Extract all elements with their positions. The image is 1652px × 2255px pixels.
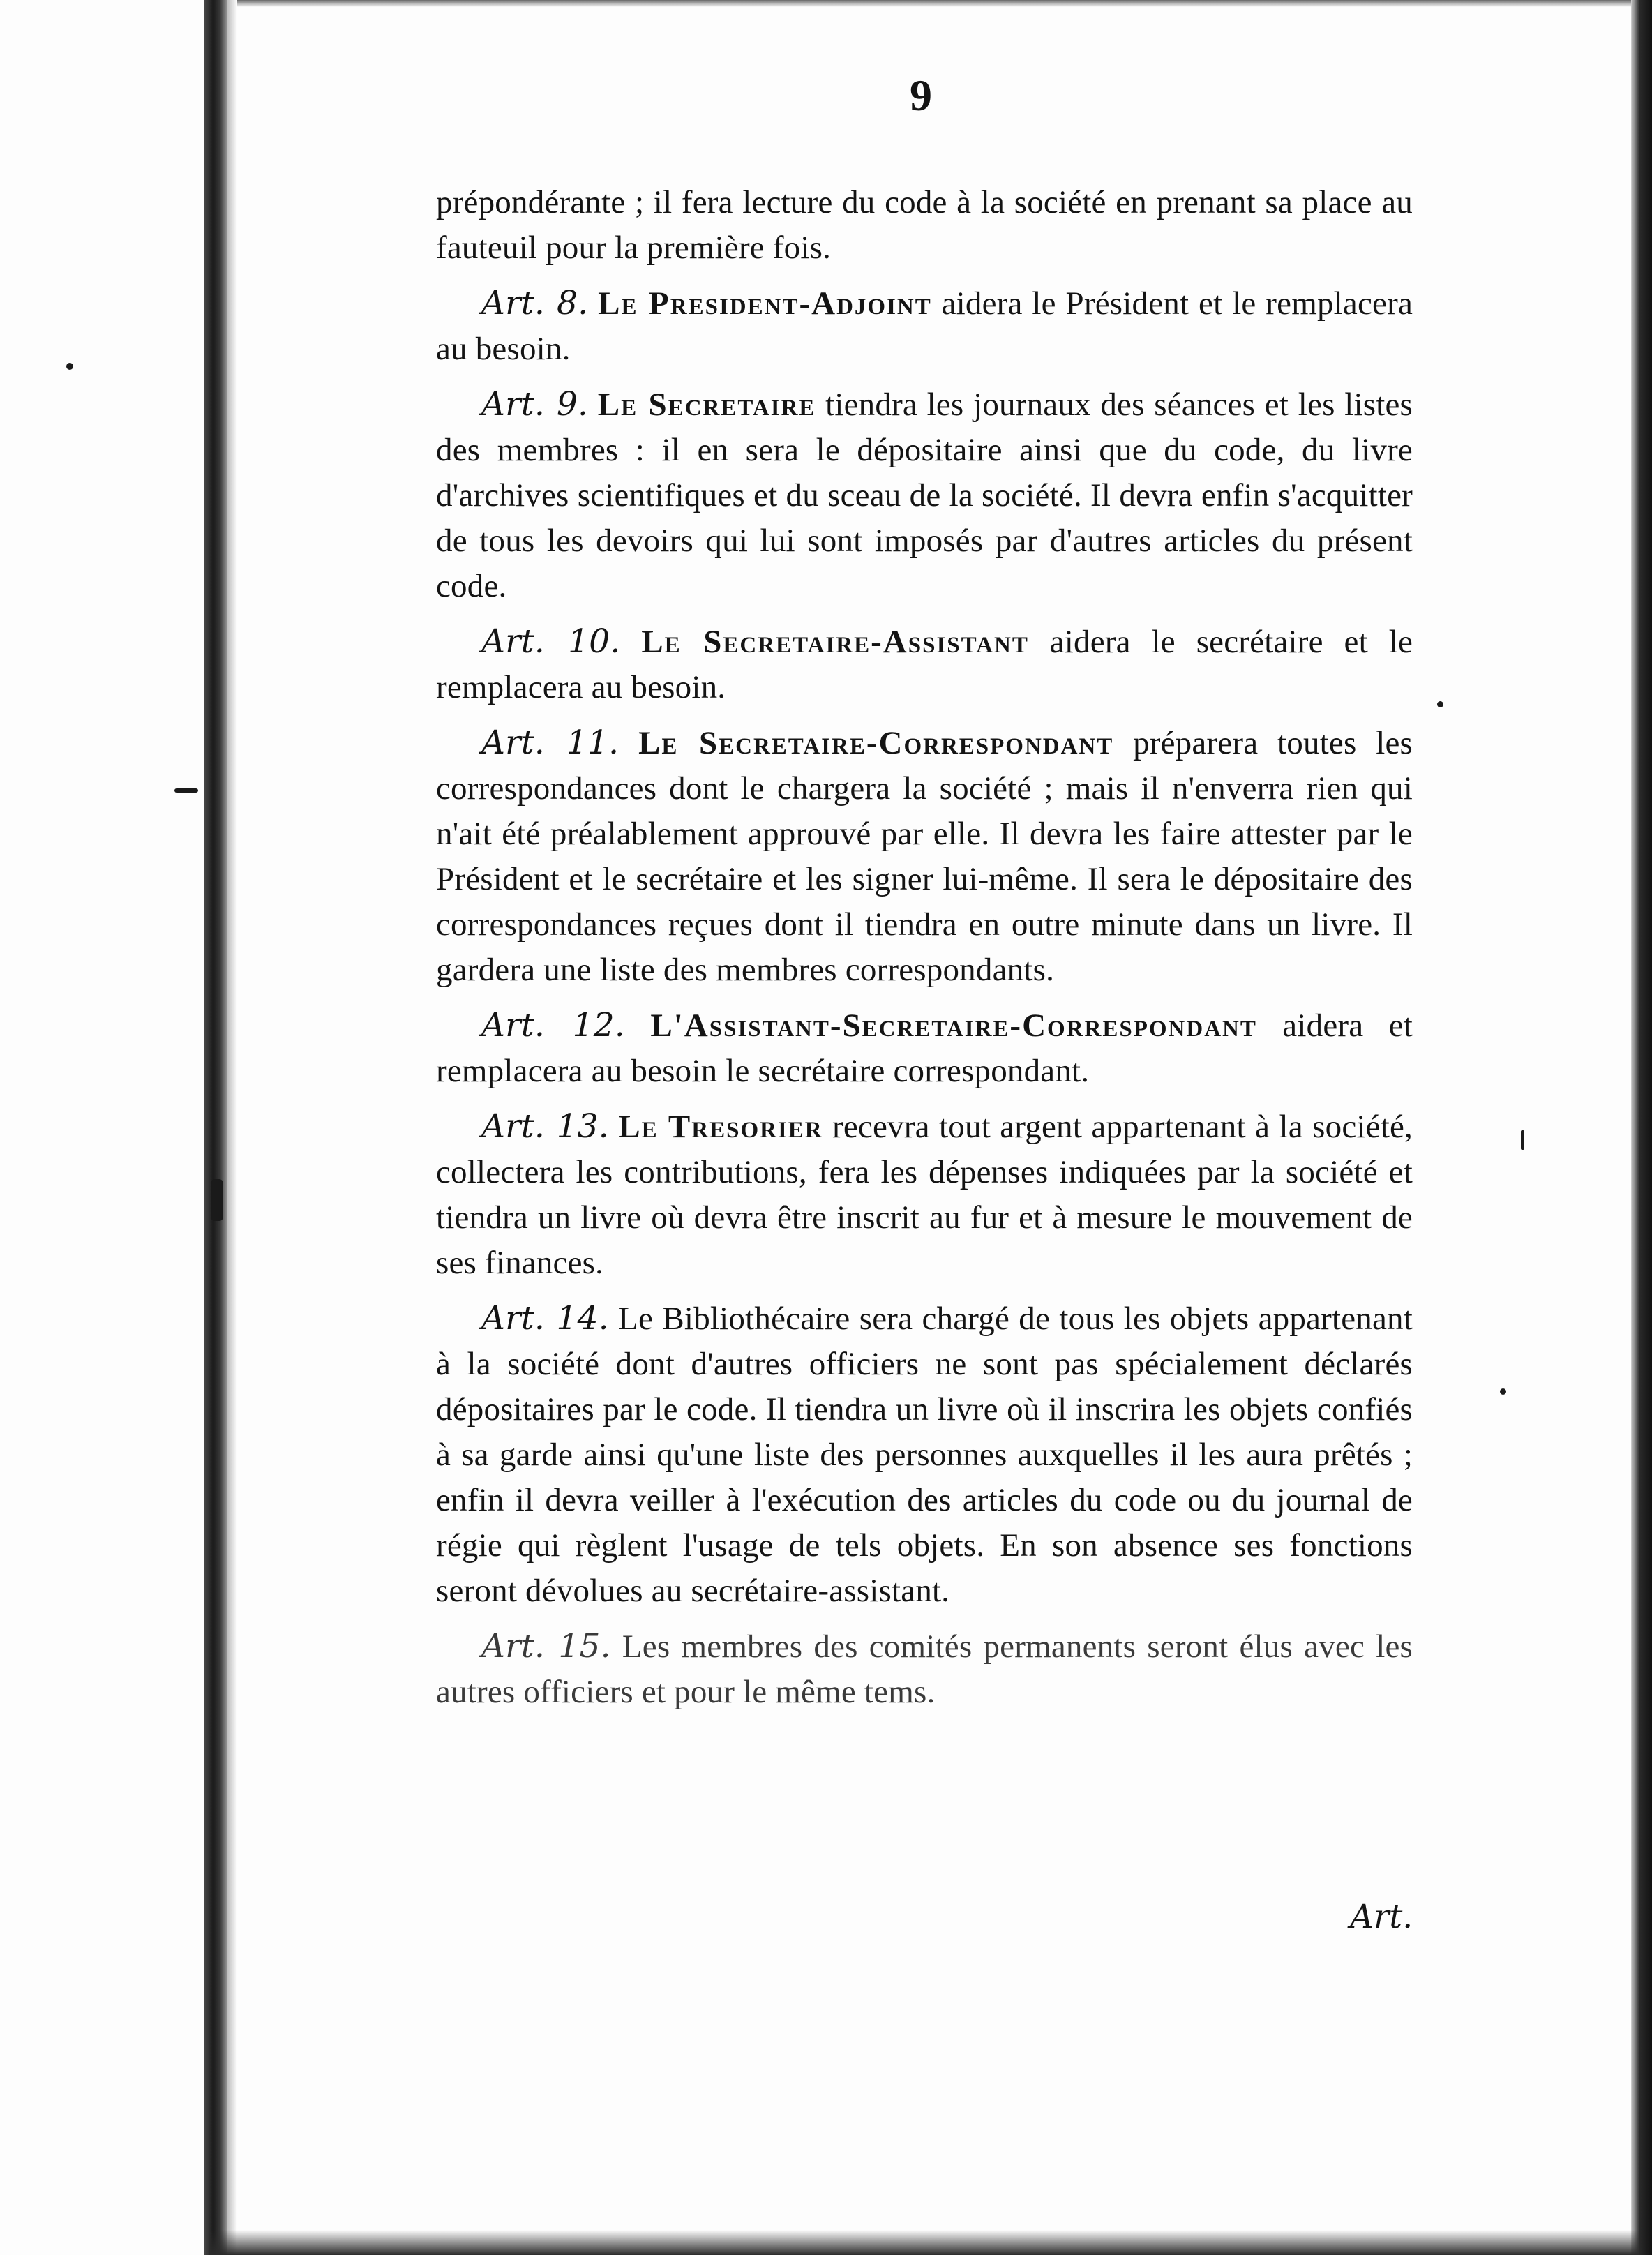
office-title: Le Tresorier bbox=[618, 1109, 823, 1145]
article-number: Art. 8. bbox=[481, 284, 589, 322]
paragraph-continuation bbox=[436, 180, 1413, 271]
page-number: 9 bbox=[910, 70, 932, 120]
scan-speck bbox=[1437, 701, 1443, 707]
page-right-edge bbox=[1631, 0, 1652, 2255]
article-text: aidera le secrétaire et le remplacera au besoin. bbox=[436, 624, 1413, 705]
office-title: Le Secretaire-Assistant bbox=[641, 624, 1029, 660]
article-text: aidera et remplacera au besoin le secrétaire correspondant. bbox=[436, 1007, 1413, 1089]
office-title: Le President-Adjoint bbox=[598, 285, 932, 322]
spine-shadow bbox=[227, 0, 237, 2255]
office-title: Le Secretaire bbox=[597, 387, 816, 423]
scan-mark bbox=[1521, 1130, 1524, 1150]
scan-speck bbox=[1500, 1388, 1506, 1395]
article-8 bbox=[436, 280, 1413, 372]
article-10 bbox=[436, 619, 1413, 710]
article-number: Art. 13. bbox=[481, 1107, 609, 1146]
article-number: Art. 15. bbox=[481, 1627, 611, 1665]
article-number: Art. 9. bbox=[481, 385, 589, 424]
article-text: préparera toutes les correspondances dont le chargera la société ; mais il n'enverra rien qui n'ait été préalablement approuvé par elle. Il devra les faire attester par le Président et le secrétaire et les signer lui-même. Il sera le dépositaire des correspondances reçues dont il tiendra en outre minute dans un livre. Il gardera une liste des membres correspondants. bbox=[436, 725, 1413, 988]
article-11 bbox=[436, 720, 1413, 993]
article-number: Art. 10. bbox=[481, 622, 621, 661]
document-body bbox=[436, 180, 1413, 1725]
article-text: tiendra les journaux des séances et les listes des membres : il en sera le dépositaire ainsi que du code, du livre d'archives scientifiques et du sceau de la société. Il devra enfin s'acquitter de tous les devoirs qui lui sont imposés par d'autres articles du présent code. bbox=[436, 387, 1413, 604]
article-number: Art. 12. bbox=[481, 1006, 625, 1044]
office-title: Le Secretaire-Correspondant bbox=[638, 725, 1114, 761]
binding-mark bbox=[174, 788, 198, 793]
book-spine bbox=[204, 0, 227, 2255]
article-number: Art. 14. bbox=[481, 1299, 609, 1338]
page-bottom-edge bbox=[209, 2230, 1639, 2255]
article-9 bbox=[436, 382, 1413, 609]
article-text: Les membres des comités permanents seront élus avec les autres officiers et pour le même tems. bbox=[436, 1628, 1413, 1710]
article-14 bbox=[436, 1296, 1413, 1614]
scan-speck bbox=[66, 363, 73, 370]
binding-mark bbox=[211, 1179, 223, 1221]
article-number: Art. 11. bbox=[481, 724, 620, 762]
article-12 bbox=[436, 1003, 1413, 1094]
paragraph-text: prépondérante ; il fera lecture du code à la société en prenant sa place au fauteuil pour la première fois. bbox=[436, 184, 1413, 266]
article-text: aidera le Président et le remplacera au besoin. bbox=[436, 285, 1413, 367]
page-top-edge bbox=[237, 0, 1632, 7]
article-13 bbox=[436, 1104, 1413, 1286]
article-15 bbox=[436, 1624, 1413, 1715]
article-text: recevra tout argent appartenant à la société, collectera les contributions, fera les dépenses indiquées par la société et tiendra un livre où devra être inscrit au fur et à mesure le mouvement de ses finances. bbox=[436, 1109, 1413, 1281]
article-text: Le Bibliothécaire sera chargé de tous les objets appartenant à la société dont d'autres officiers ne sont pas spécialement déclarés dépositaires par le code. Il tiendra un livre où il inscrira les objets confiés à sa garde ainsi qu'une liste des personnes auxquelles il les aura prêtés ; enfin il devra veiller à l'exécution des articles du code ou du journal de régie qui règlent l'usage de tels objets. En son absence ses fonctions seront dévolues au secrétaire-assistant. bbox=[436, 1301, 1413, 1609]
office-title: L'Assistant-Secretaire-Correspondant bbox=[650, 1007, 1257, 1044]
catchword: Art. bbox=[1350, 1898, 1413, 1936]
